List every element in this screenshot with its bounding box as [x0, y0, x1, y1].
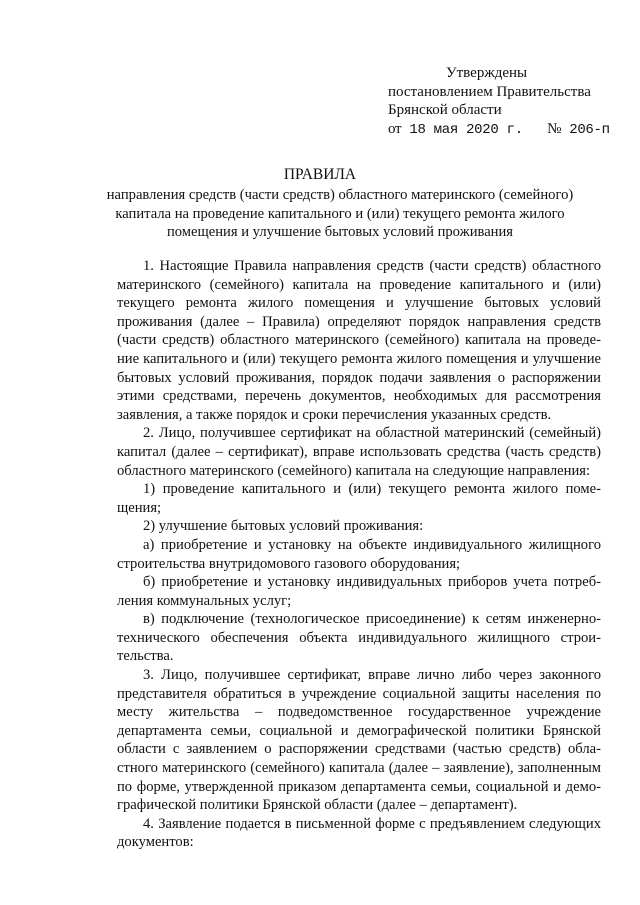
- paragraph: 1. Настоящие Правила направления средств (части средств) областного материнского (семейного) капитала на проведение капитального и (или) текущего ремонта жилого помещения и улучшение бытовых условий проживания (далее – Правила) определяют порядок направления средств (части средств) областного материнского (семейного) капитала на проведение капитального и (или) текущего ремонта жилого помещения и улучшение бытовых условий проживания, порядок подачи заявления о распоряжении этими средствами, перечень документов, необходимых для рассмотрения заявления, а также порядок и сроки перечисления указанных средств.: [117, 258, 601, 423]
- paragraph: 1) проведение капитального и (или) текущего ремонта жилого помещения;: [117, 481, 601, 516]
- document-body: [117, 257, 601, 852]
- document-title: ПРАВИЛА: [283, 166, 357, 183]
- approval-line-resolution: постановлением Правительства: [388, 83, 591, 100]
- approval-date-prefix: от: [388, 120, 402, 137]
- approval-date-line: [388, 120, 628, 140]
- document-subtitle: направления средств (части средств) областного материнского (семейного) капитала на проведение капитального и (или) текущего ремонта жилого помещения и улучшение бытовых условий проживания: [106, 187, 574, 240]
- approval-date: 18 мая 2020 г.: [409, 121, 523, 138]
- approval-number-sign: №: [547, 120, 562, 137]
- approval-number: 206-п: [569, 121, 610, 138]
- paragraph: 4. Заявление подается в письменной форме с предъявлением следующих документов:: [117, 815, 601, 851]
- paragraph: 3. Лицо, получившее сертификат, вправе лично либо через законного представителя обратиться в учреждение социальной защиты населения по месту жительства – подведомственное государственное учреждение департамента семьи, социальной и демографической политики Брянской области с заявлением о распоряжении средствами (частью средств) областного материнского (семейного) капитала (далее – заявление), заполненным по форме, утвержденной приказом департамента семьи, социальной и демографической политики Брянской области (далее – департамент).: [117, 667, 601, 814]
- paragraph: в) подключение (технологическое присоединение) к сетям инженерно-технического обеспечения объекта индивидуального жилищного строительства.: [117, 611, 601, 665]
- paragraph: 2) улучшение бытовых условий проживания:: [143, 518, 424, 535]
- paragraph: б) приобретение и установку индивидуальных приборов учета потребления коммунальных услуг;: [117, 574, 601, 609]
- approval-line-region: Брянской области: [388, 102, 502, 118]
- paragraph: 2. Лицо, получившее сертификат на областной материнский (семейный) капитал (далее – сертификат), вправе использовать средства (часть средств) областного материнского (семейного) капитала на следующие направления:: [117, 425, 601, 479]
- paragraph: а) приобретение и установку на объекте индивидуального жилищного строительства внутридомового газового оборудования;: [117, 536, 601, 572]
- approval-stamp: [388, 64, 628, 139]
- approval-line-approved: Утверждены: [446, 65, 528, 81]
